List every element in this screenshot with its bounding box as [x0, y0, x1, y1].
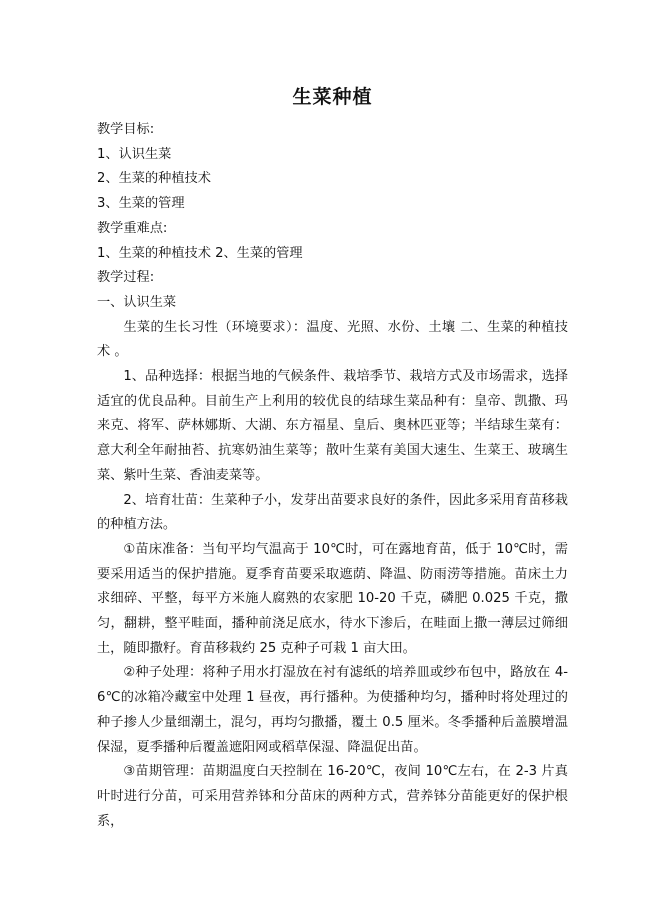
- document-title: 生菜种植: [292, 86, 373, 108]
- paragraph-growth-habits: 生菜的生长习性（环境要求）：温度、光照、水份、土壤 二、生菜的种植技术 。: [97, 319, 568, 360]
- subsection-heading-know-lettuce: 一、认识生菜: [97, 294, 177, 310]
- section-heading-objectives: 教学目标:: [97, 122, 155, 137]
- objective-item-2: 2、生菜的种植技术: [97, 171, 211, 187]
- objective-item-3: 3、生菜的管理: [97, 196, 185, 212]
- paragraph-seedling-management: ③苗期管理：苗期温度白天控制在 16-20℃，夜间 10℃左右，在 2-3 片真叶时进行分苗，可采用营养钵和分苗床的两种方式，营养钵分苗能更好的保护根系，: [97, 764, 568, 829]
- paragraph-seedbed-preparation: ①苗床准备：当旬平均气温高于 10℃时，可在露地育苗，低于 10℃时，需要采用适当的保护措施。夏季育苗要采取遮荫、降温、防雨涝等措施。苗床土力求细碎、平整，每平方米施人腐熟的农家肥 10-20 千克，磷肥 0.025 千克，撒匀，翻耕，整平畦面，播种前浇足底水，待水下渗后，在畦面上撒一薄层过筛细土，随即撒籽。育苗移栽约 25 克种子可栽 1 亩大田。: [97, 541, 568, 656]
- section-heading-key-points: 教学重难点:: [97, 220, 168, 236]
- paragraph-seed-treatment: ②种子处理：将种子用水打湿放在衬有滤纸的培养皿或纱布包中，路放在 4-6℃的冰箱冷藏室中处理 1 昼夜，再行播种。为使播种均匀，播种时将处理过的种子掺人少量细潮土，混匀，再均匀撒播，覆土 0.5 厘米。冬季播种后盖膜增温保湿，夏季播种后覆盖遮阳网或稻草保湿、降温促出苗。: [97, 665, 568, 755]
- objective-item-1: 1、认识生菜: [97, 146, 172, 162]
- section-heading-process: 教学过程:: [97, 270, 155, 286]
- paragraph-seedling-cultivation: 2、培育壮苗：生菜种子小，发芽出苗要求良好的条件，因此多采用育苗移栽的种植方法。: [97, 492, 568, 533]
- paragraph-variety-selection: 1、品种选择：根据当地的气候条件、栽培季节、栽培方式及市场需求，选择适宜的优良品种。目前生产上利用的较优良的结球生菜品种有：皇帝、凯撒、玛来克、将军、萨林娜斯、大湖、东方福星、皇后、奥林匹亚等；半结球生菜有：意大利全年耐抽苔、抗寒奶油生菜等；散叶生菜有美国大速生、生菜王、玻璃生菜、紫叶生菜、香油麦菜等。: [97, 369, 568, 483]
- key-points-text: 1、生菜的种植技术 2、生菜的管理: [97, 245, 303, 261]
